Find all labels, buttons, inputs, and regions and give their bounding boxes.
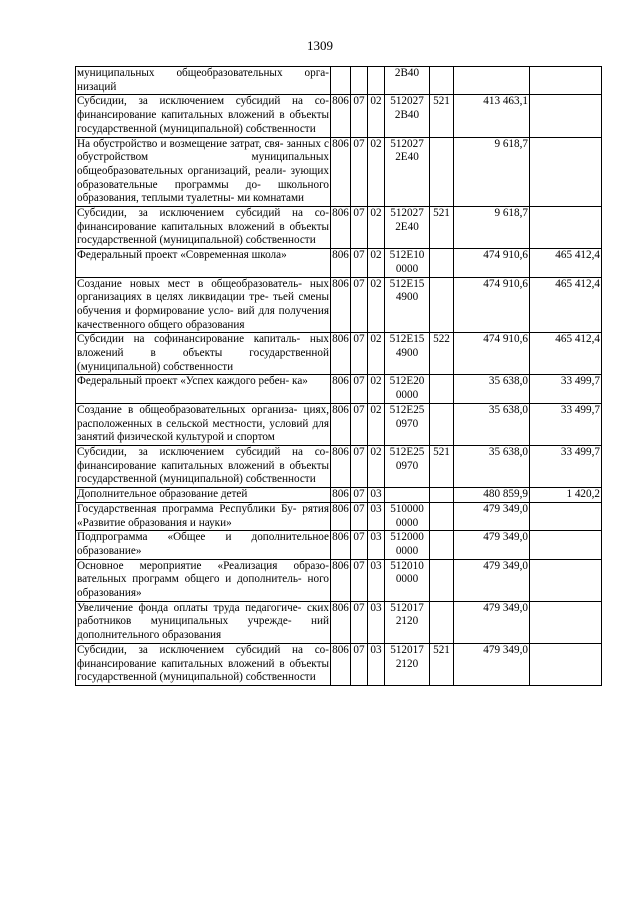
amount-year-2: 465 412,4 [530, 333, 602, 375]
ministry-code: 806 [331, 502, 351, 530]
table-row [76, 601, 602, 643]
expense-type-code [430, 277, 454, 333]
expense-type-code: 521 [430, 207, 454, 249]
table-row [76, 375, 602, 403]
section-code: 07 [351, 559, 368, 601]
amount-year-2 [530, 207, 602, 249]
section-code: 07 [351, 403, 368, 445]
amount-year-1: 474 910,6 [454, 249, 530, 277]
amount-year-1: 474 910,6 [454, 333, 530, 375]
amount-year-1: 35 638,0 [454, 403, 530, 445]
amount-year-1: 479 349,0 [454, 531, 530, 559]
amount-year-2 [530, 643, 602, 685]
section-code [351, 67, 368, 95]
target-article-code: 512027 2Е40 [385, 207, 430, 249]
section-code: 07 [351, 601, 368, 643]
subsection-code [368, 67, 385, 95]
ministry-code: 806 [331, 137, 351, 207]
table-row [76, 67, 602, 95]
expense-type-code [430, 559, 454, 601]
target-article-code: 2В40 [385, 67, 430, 95]
page-number: 1309 [307, 38, 333, 53]
amount-year-1: 35 638,0 [454, 375, 530, 403]
section-code: 07 [351, 488, 368, 503]
section-code: 07 [351, 643, 368, 685]
ministry-code: 806 [331, 445, 351, 487]
budget-table [75, 66, 602, 686]
subsection-code: 03 [368, 601, 385, 643]
target-article-code: 512Е25 0970 [385, 403, 430, 445]
amount-year-2 [530, 67, 602, 95]
row-name: Создание новых мест в общеобразователь- ных организациях в целях ликвидации тре- тьей смены обучения и формирование усло- вий для получения качественного общего образования [76, 277, 331, 333]
row-name: На обустройство и возмещение затрат, свя- занных с обустройством муниципальных общеобразовательных организаций, реали- зующих образовательные программы до- школьного образования, теплыми туалетны- ми комнатами [76, 137, 331, 207]
amount-year-1: 413 463,1 [454, 95, 530, 137]
subsection-code: 02 [368, 249, 385, 277]
table-row [76, 559, 602, 601]
subsection-code: 03 [368, 643, 385, 685]
subsection-code: 03 [368, 531, 385, 559]
ministry-code: 806 [331, 375, 351, 403]
expense-type-code [430, 488, 454, 503]
amount-year-1: 479 349,0 [454, 559, 530, 601]
table-row [76, 207, 602, 249]
target-article-code: 512027 2Е40 [385, 137, 430, 207]
amount-year-2: 465 412,4 [530, 249, 602, 277]
expense-type-code [430, 601, 454, 643]
section-code: 07 [351, 333, 368, 375]
target-article-code: 512017 2120 [385, 601, 430, 643]
table-row [76, 502, 602, 530]
target-article-code: 512Е10 0000 [385, 249, 430, 277]
ministry-code: 806 [331, 643, 351, 685]
table-row [76, 488, 602, 503]
amount-year-2: 465 412,4 [530, 277, 602, 333]
target-article-code: 512027 2В40 [385, 95, 430, 137]
row-name: муниципальных общеобразовательных орга- низаций [76, 67, 331, 95]
section-code: 07 [351, 95, 368, 137]
amount-year-1 [454, 67, 530, 95]
section-code: 07 [351, 502, 368, 530]
row-name: Основное мероприятие «Реализация образо- вательных программ общего и дополнитель- ного образования» [76, 559, 331, 601]
table-row [76, 95, 602, 137]
amount-year-1: 479 349,0 [454, 502, 530, 530]
target-article-code: 512Е20 0000 [385, 375, 430, 403]
expense-type-code [430, 137, 454, 207]
target-article-code: 512010 0000 [385, 559, 430, 601]
target-article-code: 512Е15 4900 [385, 277, 430, 333]
expense-type-code [430, 502, 454, 530]
section-code: 07 [351, 207, 368, 249]
expense-type-code: 522 [430, 333, 454, 375]
table-row [76, 333, 602, 375]
amount-year-1: 35 638,0 [454, 445, 530, 487]
ministry-code [331, 67, 351, 95]
amount-year-1: 9 618,7 [454, 137, 530, 207]
table-row [76, 137, 602, 207]
amount-year-2 [530, 559, 602, 601]
expense-type-code [430, 403, 454, 445]
target-article-code: 512017 2120 [385, 643, 430, 685]
table-row [76, 531, 602, 559]
section-code: 07 [351, 375, 368, 403]
section-code: 07 [351, 277, 368, 333]
row-name: Субсидии, за исключением субсидий на со- финансирование капитальных вложений в объекты государственной (муниципальной) собственности [76, 95, 331, 137]
subsection-code: 02 [368, 445, 385, 487]
row-name: Субсидии на софинансирование капиталь- ных вложений в объекты государственной (муниципальной) собственности [76, 333, 331, 375]
amount-year-2 [530, 502, 602, 530]
amount-year-2: 33 499,7 [530, 403, 602, 445]
ministry-code: 806 [331, 333, 351, 375]
table-row [76, 643, 602, 685]
expense-type-code: 521 [430, 445, 454, 487]
table-row [76, 445, 602, 487]
expense-type-code: 521 [430, 95, 454, 137]
ministry-code: 806 [331, 559, 351, 601]
section-code: 07 [351, 137, 368, 207]
ministry-code: 806 [331, 95, 351, 137]
section-code: 07 [351, 531, 368, 559]
amount-year-1: 9 618,7 [454, 207, 530, 249]
subsection-code: 02 [368, 375, 385, 403]
table-row [76, 277, 602, 333]
expense-type-code [430, 249, 454, 277]
amount-year-1: 480 859,9 [454, 488, 530, 503]
section-code: 07 [351, 445, 368, 487]
section-code: 07 [351, 249, 368, 277]
row-name: Увеличение фонда оплаты труда педагогиче- ских работников муниципальных учрежде- ний дополнительного образования [76, 601, 331, 643]
amount-year-1: 479 349,0 [454, 643, 530, 685]
row-name: Субсидии, за исключением субсидий на со- финансирование капитальных вложений в объекты государственной (муниципальной) собственности [76, 207, 331, 249]
target-article-code: 510000 0000 [385, 502, 430, 530]
subsection-code: 02 [368, 207, 385, 249]
table-row [76, 249, 602, 277]
row-name: Создание в общеобразовательных организа- циях, расположенных в сельской местности, условий для занятий физической культурой и спортом [76, 403, 331, 445]
amount-year-1: 474 910,6 [454, 277, 530, 333]
ministry-code: 806 [331, 601, 351, 643]
subsection-code: 03 [368, 559, 385, 601]
expense-type-code [430, 375, 454, 403]
subsection-code: 03 [368, 502, 385, 530]
amount-year-2 [530, 137, 602, 207]
target-article-code: 512Е25 0970 [385, 445, 430, 487]
ministry-code: 806 [331, 488, 351, 503]
amount-year-2: 33 499,7 [530, 375, 602, 403]
amount-year-2 [530, 95, 602, 137]
target-article-code [385, 488, 430, 503]
row-name: Субсидии, за исключением субсидий на со- финансирование капитальных вложений в объекты государственной (муниципальной) собственности [76, 445, 331, 487]
expense-type-code: 521 [430, 643, 454, 685]
ministry-code: 806 [331, 277, 351, 333]
row-name: Федеральный проект «Успех каждого ребен- ка» [76, 375, 331, 403]
subsection-code: 02 [368, 277, 385, 333]
row-name: Федеральный проект «Современная школа» [76, 249, 331, 277]
row-name: Подпрограмма «Общее и дополнительное образование» [76, 531, 331, 559]
amount-year-2 [530, 531, 602, 559]
ministry-code: 806 [331, 403, 351, 445]
ministry-code: 806 [331, 249, 351, 277]
amount-year-2: 33 499,7 [530, 445, 602, 487]
subsection-code: 02 [368, 333, 385, 375]
subsection-code: 02 [368, 95, 385, 137]
ministry-code: 806 [331, 531, 351, 559]
table-row [76, 403, 602, 445]
target-article-code: 512Е15 4900 [385, 333, 430, 375]
row-name: Государственная программа Республики Бу- рятия «Развитие образования и науки» [76, 502, 331, 530]
amount-year-2 [530, 601, 602, 643]
ministry-code: 806 [331, 207, 351, 249]
target-article-code: 512000 0000 [385, 531, 430, 559]
expense-type-code [430, 67, 454, 95]
amount-year-1: 479 349,0 [454, 601, 530, 643]
amount-year-2: 1 420,2 [530, 488, 602, 503]
subsection-code: 02 [368, 137, 385, 207]
row-name: Субсидии, за исключением субсидий на со- финансирование капитальных вложений в объекты государственной (муниципальной) собственности [76, 643, 331, 685]
subsection-code: 03 [368, 488, 385, 503]
expense-type-code [430, 531, 454, 559]
row-name: Дополнительное образование детей [76, 488, 331, 503]
subsection-code: 02 [368, 403, 385, 445]
